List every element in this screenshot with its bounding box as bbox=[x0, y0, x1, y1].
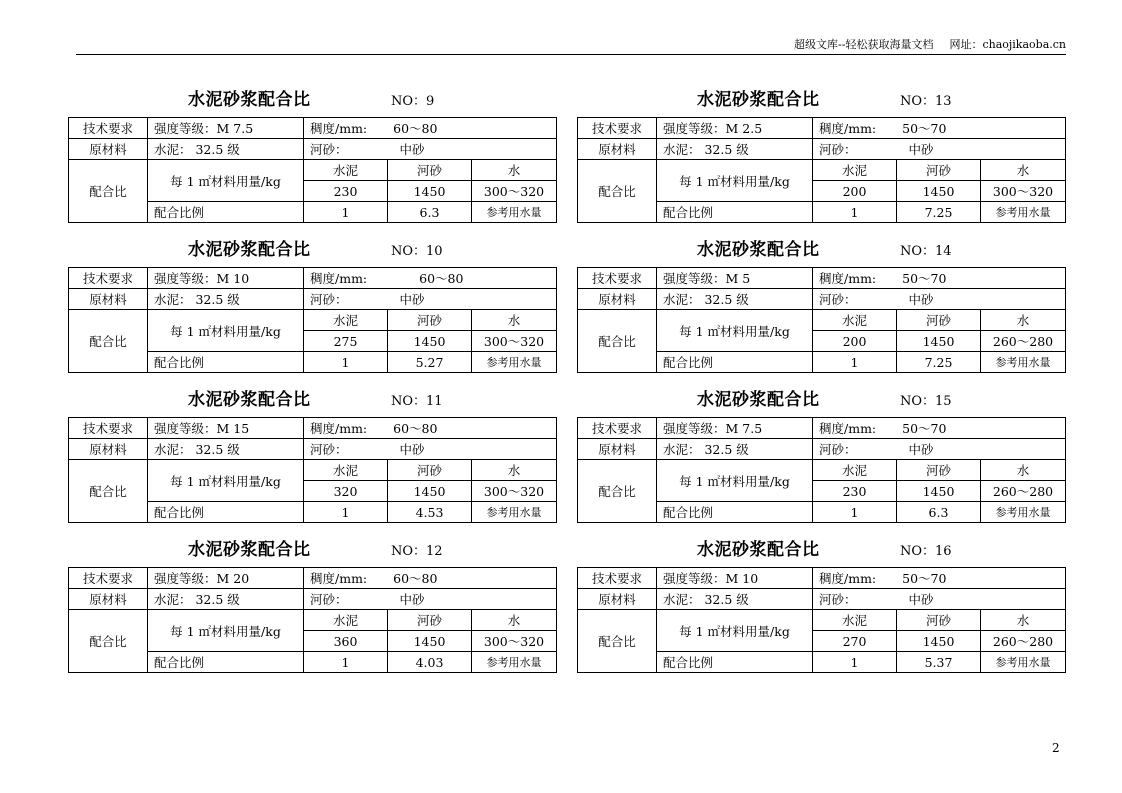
sand-header: 河砂 bbox=[897, 610, 981, 631]
ratio-cement: 1 bbox=[813, 652, 897, 673]
consistency-value: 60～80 bbox=[393, 571, 438, 586]
card-number: NO：14 bbox=[900, 244, 952, 259]
card-title: 水泥砂浆配合比 bbox=[697, 90, 820, 110]
mix-card bbox=[577, 84, 1065, 234]
cement-kg: 320 bbox=[304, 481, 388, 502]
ratio-label: 配合比例 bbox=[148, 652, 304, 673]
materials-label: 原材料 bbox=[578, 289, 657, 310]
mix-ratio-label: 配合比 bbox=[69, 160, 148, 223]
tech-req-label: 技术要求 bbox=[69, 418, 148, 439]
consistency-label: 稠度/mm: bbox=[310, 271, 368, 286]
cement-header: 水泥 bbox=[813, 310, 897, 331]
cement-spec: 水泥： 32.5 级 bbox=[148, 139, 304, 160]
sand-spec-cell bbox=[304, 439, 557, 460]
mix-ratio-label: 配合比 bbox=[578, 160, 657, 223]
water-kg: 260～280 bbox=[981, 481, 1066, 502]
cement-header: 水泥 bbox=[813, 160, 897, 181]
water-header: 水 bbox=[472, 610, 557, 631]
cement-header: 水泥 bbox=[813, 460, 897, 481]
water-header: 水 bbox=[472, 160, 557, 181]
tech-req-row bbox=[69, 118, 557, 139]
mix-card bbox=[577, 534, 1065, 684]
sand-spec-cell bbox=[813, 589, 1066, 610]
water-kg: 300～320 bbox=[472, 181, 557, 202]
strength-grade: 强度等级：M 7.5 bbox=[148, 118, 304, 139]
component-header-row bbox=[578, 160, 1066, 181]
tech-req-row bbox=[578, 568, 1066, 589]
per-cubic-label: 每 1 ㎡材料用量/kg bbox=[657, 310, 813, 352]
sand-spec-cell bbox=[304, 139, 557, 160]
mix-card bbox=[68, 534, 556, 684]
consistency-cell bbox=[304, 268, 557, 289]
mix-ratio-label: 配合比 bbox=[578, 460, 657, 523]
mix-table bbox=[68, 417, 557, 523]
consistency-cell bbox=[813, 418, 1066, 439]
tech-req-label: 技术要求 bbox=[578, 268, 657, 289]
ratio-label: 配合比例 bbox=[148, 352, 304, 373]
tech-req-label: 技术要求 bbox=[578, 568, 657, 589]
sand-type: 中砂 bbox=[399, 292, 425, 307]
materials-row bbox=[578, 439, 1066, 460]
cement-spec: 水泥： 32.5 级 bbox=[148, 289, 304, 310]
component-header-row bbox=[578, 610, 1066, 631]
ratio-cement: 1 bbox=[813, 352, 897, 373]
card-title: 水泥砂浆配合比 bbox=[697, 390, 820, 410]
sand-spec-cell bbox=[304, 589, 557, 610]
mix-card bbox=[577, 234, 1065, 384]
consistency-cell bbox=[304, 118, 557, 139]
sand-prefix: 河砂： bbox=[819, 142, 857, 157]
mix-table bbox=[68, 567, 557, 673]
sand-kg: 1450 bbox=[897, 331, 981, 352]
water-header: 水 bbox=[472, 310, 557, 331]
reference-water-note: 参考用水量 bbox=[981, 202, 1066, 223]
materials-label: 原材料 bbox=[69, 139, 148, 160]
ratio-label: 配合比例 bbox=[657, 352, 813, 373]
consistency-value: 50～70 bbox=[902, 421, 947, 436]
consistency-label: 稠度/mm: bbox=[819, 121, 877, 136]
ratio-label: 配合比例 bbox=[148, 202, 304, 223]
card-title: 水泥砂浆配合比 bbox=[188, 540, 311, 560]
ratio-sand: 6.3 bbox=[388, 202, 472, 223]
sand-spec-cell bbox=[813, 139, 1066, 160]
ratio-sand: 4.03 bbox=[388, 652, 472, 673]
per-cubic-label: 每 1 ㎡材料用量/kg bbox=[657, 460, 813, 502]
reference-water-note: 参考用水量 bbox=[472, 652, 557, 673]
sand-prefix: 河砂： bbox=[819, 292, 857, 307]
sand-header: 河砂 bbox=[388, 610, 472, 631]
mix-table bbox=[577, 267, 1066, 373]
sand-kg: 1450 bbox=[388, 631, 472, 652]
reference-water-note: 参考用水量 bbox=[981, 352, 1066, 373]
per-cubic-label: 每 1 ㎡材料用量/kg bbox=[657, 160, 813, 202]
sand-type: 中砂 bbox=[399, 142, 425, 157]
per-cubic-label: 每 1 ㎡材料用量/kg bbox=[148, 160, 304, 202]
ratio-cement: 1 bbox=[304, 202, 388, 223]
consistency-label: 稠度/mm: bbox=[310, 121, 368, 136]
sand-prefix: 河砂： bbox=[819, 592, 857, 607]
ratio-sand: 4.53 bbox=[388, 502, 472, 523]
cement-header: 水泥 bbox=[304, 610, 388, 631]
mix-ratio-label: 配合比 bbox=[69, 610, 148, 673]
consistency-label: 稠度/mm: bbox=[310, 421, 368, 436]
sand-spec-cell bbox=[813, 439, 1066, 460]
card-title: 水泥砂浆配合比 bbox=[188, 390, 311, 410]
consistency-label: 稠度/mm: bbox=[819, 271, 877, 286]
consistency-cell bbox=[813, 118, 1066, 139]
water-header: 水 bbox=[981, 160, 1066, 181]
reference-water-note: 参考用水量 bbox=[472, 352, 557, 373]
reference-water-note: 参考用水量 bbox=[472, 502, 557, 523]
site-url: 网址：chaojikaoba.cn bbox=[949, 38, 1066, 51]
cement-kg: 360 bbox=[304, 631, 388, 652]
water-kg: 260～280 bbox=[981, 631, 1066, 652]
sand-spec-cell bbox=[304, 289, 557, 310]
sand-kg: 1450 bbox=[897, 631, 981, 652]
materials-row bbox=[578, 589, 1066, 610]
consistency-value: 60～80 bbox=[393, 121, 438, 136]
sand-type: 中砂 bbox=[908, 292, 934, 307]
tech-req-row bbox=[578, 118, 1066, 139]
component-header-row bbox=[69, 160, 557, 181]
water-kg: 300～320 bbox=[981, 181, 1066, 202]
cement-header: 水泥 bbox=[813, 610, 897, 631]
sand-header: 河砂 bbox=[897, 460, 981, 481]
card-title: 水泥砂浆配合比 bbox=[697, 240, 820, 260]
materials-row bbox=[69, 289, 557, 310]
cement-kg: 200 bbox=[813, 181, 897, 202]
materials-row bbox=[69, 139, 557, 160]
mix-card bbox=[68, 84, 556, 234]
card-number: NO：13 bbox=[900, 94, 952, 109]
tech-req-row bbox=[578, 418, 1066, 439]
ratio-sand: 5.27 bbox=[388, 352, 472, 373]
ratio-label: 配合比例 bbox=[657, 652, 813, 673]
sand-header: 河砂 bbox=[897, 310, 981, 331]
strength-grade: 强度等级：M 10 bbox=[148, 268, 304, 289]
reference-water-note: 参考用水量 bbox=[981, 652, 1066, 673]
sand-header: 河砂 bbox=[388, 460, 472, 481]
materials-label: 原材料 bbox=[69, 289, 148, 310]
ratio-cement: 1 bbox=[813, 502, 897, 523]
cement-spec: 水泥： 32.5 级 bbox=[657, 289, 813, 310]
materials-row bbox=[69, 439, 557, 460]
sand-kg: 1450 bbox=[388, 181, 472, 202]
sand-header: 河砂 bbox=[897, 160, 981, 181]
component-header-row bbox=[69, 310, 557, 331]
card-number: NO：9 bbox=[391, 94, 435, 109]
water-kg: 300～320 bbox=[472, 481, 557, 502]
strength-grade: 强度等级：M 5 bbox=[657, 268, 813, 289]
cement-kg: 230 bbox=[304, 181, 388, 202]
reference-water-note: 参考用水量 bbox=[981, 502, 1066, 523]
mix-card bbox=[577, 384, 1065, 534]
ratio-sand: 7.25 bbox=[897, 202, 981, 223]
cement-spec: 水泥： 32.5 级 bbox=[657, 139, 813, 160]
mix-table bbox=[577, 117, 1066, 223]
cement-kg: 275 bbox=[304, 331, 388, 352]
mix-ratio-label: 配合比 bbox=[578, 610, 657, 673]
right-column bbox=[577, 84, 1065, 684]
mix-ratio-label: 配合比 bbox=[578, 310, 657, 373]
cement-spec: 水泥： 32.5 级 bbox=[657, 589, 813, 610]
mix-table bbox=[577, 417, 1066, 523]
consistency-value: 50～70 bbox=[902, 571, 947, 586]
consistency-value: 50～70 bbox=[902, 121, 947, 136]
per-cubic-label: 每 1 ㎡材料用量/kg bbox=[148, 460, 304, 502]
mix-ratio-label: 配合比 bbox=[69, 460, 148, 523]
materials-row bbox=[69, 589, 557, 610]
card-title: 水泥砂浆配合比 bbox=[697, 540, 820, 560]
cement-header: 水泥 bbox=[304, 460, 388, 481]
component-header-row bbox=[69, 610, 557, 631]
consistency-cell bbox=[813, 568, 1066, 589]
sand-type: 中砂 bbox=[908, 592, 934, 607]
ratio-sand: 6.3 bbox=[897, 502, 981, 523]
ratio-cement: 1 bbox=[813, 202, 897, 223]
sand-kg: 1450 bbox=[388, 481, 472, 502]
sand-type: 中砂 bbox=[908, 442, 934, 457]
sand-spec-cell bbox=[813, 289, 1066, 310]
consistency-label: 稠度/mm: bbox=[310, 571, 368, 586]
sand-prefix: 河砂： bbox=[310, 142, 348, 157]
strength-grade: 强度等级：M 2.5 bbox=[657, 118, 813, 139]
sand-kg: 1450 bbox=[388, 331, 472, 352]
tech-req-label: 技术要求 bbox=[69, 118, 148, 139]
per-cubic-label: 每 1 ㎡材料用量/kg bbox=[657, 610, 813, 652]
materials-row bbox=[578, 139, 1066, 160]
sand-kg: 1450 bbox=[897, 181, 981, 202]
cement-kg: 230 bbox=[813, 481, 897, 502]
sand-prefix: 河砂： bbox=[310, 292, 348, 307]
cement-header: 水泥 bbox=[304, 310, 388, 331]
tech-req-label: 技术要求 bbox=[69, 268, 148, 289]
cement-kg: 270 bbox=[813, 631, 897, 652]
mix-table bbox=[68, 117, 557, 223]
consistency-cell bbox=[304, 568, 557, 589]
consistency-value: 50～70 bbox=[902, 271, 947, 286]
mix-ratio-label: 配合比 bbox=[69, 310, 148, 373]
card-number: NO：16 bbox=[900, 544, 952, 559]
component-header-row bbox=[578, 460, 1066, 481]
per-cubic-label: 每 1 ㎡材料用量/kg bbox=[148, 310, 304, 352]
consistency-label: 稠度/mm: bbox=[819, 421, 877, 436]
mix-card bbox=[68, 384, 556, 534]
card-title: 水泥砂浆配合比 bbox=[188, 240, 311, 260]
water-header: 水 bbox=[981, 460, 1066, 481]
water-header: 水 bbox=[981, 310, 1066, 331]
ratio-label: 配合比例 bbox=[148, 502, 304, 523]
tech-req-label: 技术要求 bbox=[578, 418, 657, 439]
tech-req-row bbox=[69, 268, 557, 289]
strength-grade: 强度等级：M 7.5 bbox=[657, 418, 813, 439]
materials-label: 原材料 bbox=[578, 139, 657, 160]
water-kg: 260～280 bbox=[981, 331, 1066, 352]
ratio-sand: 5.37 bbox=[897, 652, 981, 673]
consistency-cell bbox=[304, 418, 557, 439]
tech-req-row bbox=[578, 268, 1066, 289]
ratio-cement: 1 bbox=[304, 652, 388, 673]
sand-prefix: 河砂： bbox=[310, 442, 348, 457]
water-kg: 300～320 bbox=[472, 331, 557, 352]
card-number: NO：12 bbox=[391, 544, 443, 559]
page-number: 2 bbox=[1052, 741, 1060, 755]
tech-req-row bbox=[69, 568, 557, 589]
strength-grade: 强度等级：M 15 bbox=[148, 418, 304, 439]
reference-water-note: 参考用水量 bbox=[472, 202, 557, 223]
materials-row bbox=[578, 289, 1066, 310]
sand-header: 河砂 bbox=[388, 160, 472, 181]
cement-spec: 水泥： 32.5 级 bbox=[148, 439, 304, 460]
per-cubic-label: 每 1 ㎡材料用量/kg bbox=[148, 610, 304, 652]
ratio-sand: 7.25 bbox=[897, 352, 981, 373]
consistency-label: 稠度/mm: bbox=[819, 571, 877, 586]
sand-kg: 1450 bbox=[897, 481, 981, 502]
cement-kg: 200 bbox=[813, 331, 897, 352]
materials-label: 原材料 bbox=[69, 589, 148, 610]
component-header-row bbox=[69, 460, 557, 481]
water-kg: 300～320 bbox=[472, 631, 557, 652]
ratio-cement: 1 bbox=[304, 502, 388, 523]
consistency-value: 60～80 bbox=[393, 421, 438, 436]
cement-spec: 水泥： 32.5 级 bbox=[148, 589, 304, 610]
materials-label: 原材料 bbox=[578, 589, 657, 610]
tech-req-row bbox=[69, 418, 557, 439]
materials-label: 原材料 bbox=[69, 439, 148, 460]
consistency-cell bbox=[813, 268, 1066, 289]
mix-table bbox=[68, 267, 557, 373]
site-name: 超级文库--轻松获取海量文档 bbox=[794, 38, 934, 51]
tech-req-label: 技术要求 bbox=[578, 118, 657, 139]
water-header: 水 bbox=[472, 460, 557, 481]
cement-header: 水泥 bbox=[304, 160, 388, 181]
strength-grade: 强度等级：M 10 bbox=[657, 568, 813, 589]
card-number: NO：11 bbox=[391, 394, 443, 409]
sand-type: 中砂 bbox=[908, 142, 934, 157]
strength-grade: 强度等级：M 20 bbox=[148, 568, 304, 589]
sand-type: 中砂 bbox=[399, 592, 425, 607]
card-title: 水泥砂浆配合比 bbox=[188, 90, 311, 110]
ratio-label: 配合比例 bbox=[657, 502, 813, 523]
ratio-cement: 1 bbox=[304, 352, 388, 373]
component-header-row bbox=[578, 310, 1066, 331]
tech-req-label: 技术要求 bbox=[69, 568, 148, 589]
sand-type: 中砂 bbox=[399, 442, 425, 457]
consistency-value: 60～80 bbox=[419, 271, 464, 286]
sand-header: 河砂 bbox=[388, 310, 472, 331]
card-number: NO：10 bbox=[391, 244, 443, 259]
sand-prefix: 河砂： bbox=[310, 592, 348, 607]
page-header bbox=[76, 36, 1066, 55]
mix-table bbox=[577, 567, 1066, 673]
sand-prefix: 河砂： bbox=[819, 442, 857, 457]
mix-card bbox=[68, 234, 556, 384]
card-number: NO：15 bbox=[900, 394, 952, 409]
cement-spec: 水泥： 32.5 级 bbox=[657, 439, 813, 460]
water-header: 水 bbox=[981, 610, 1066, 631]
ratio-label: 配合比例 bbox=[657, 202, 813, 223]
left-column bbox=[68, 84, 556, 684]
materials-label: 原材料 bbox=[578, 439, 657, 460]
